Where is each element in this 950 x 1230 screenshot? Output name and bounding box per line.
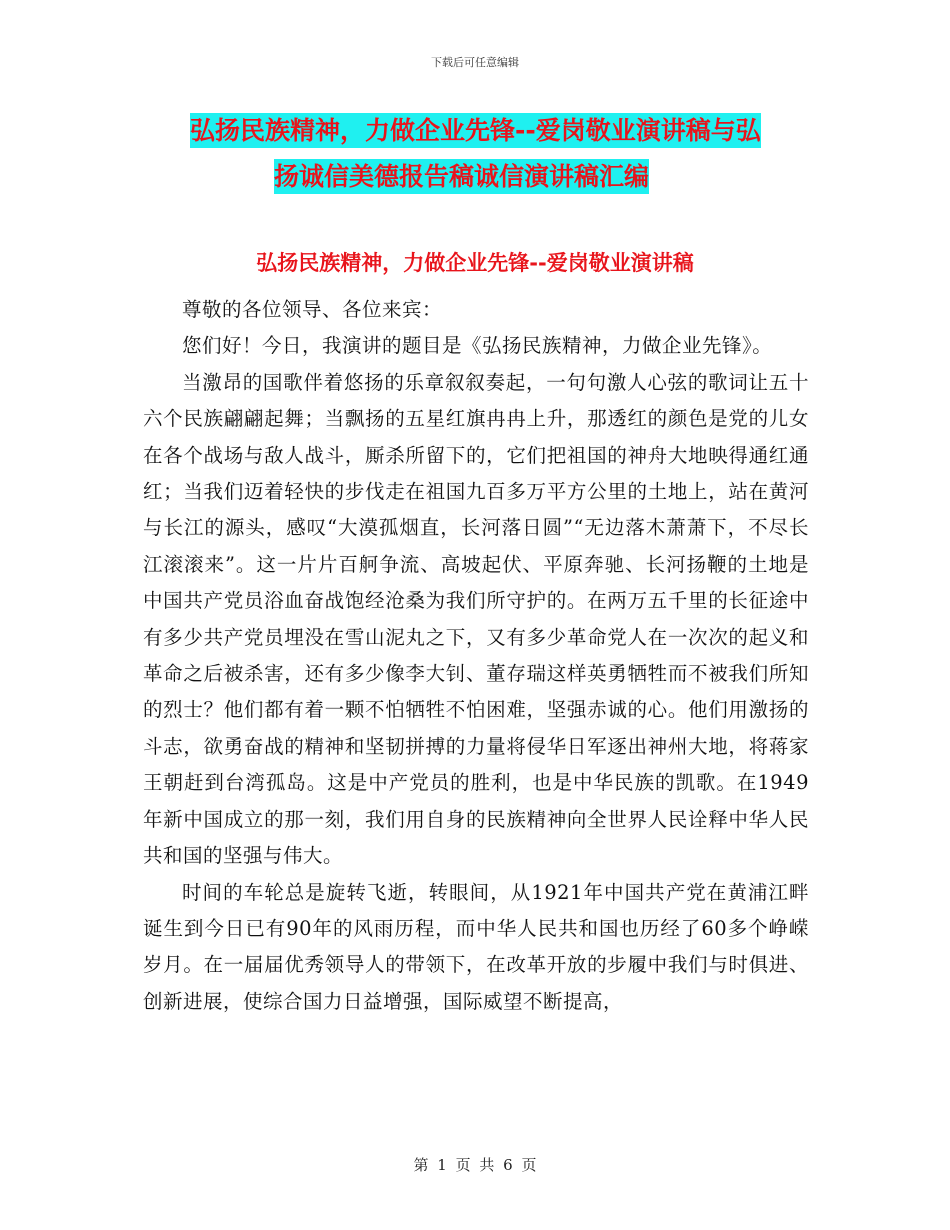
section-title: 弘扬民族精神，力做企业先锋--爱岗敬业演讲稿: [256, 251, 694, 275]
page-header-note: 下载后可任意编辑: [431, 56, 519, 69]
page-number-footer: 第 1 页 共 6 页: [413, 1156, 537, 1174]
paragraph-salutation: 尊敬的各位领导、各位来宾：: [182, 298, 443, 321]
document-main-title: [150, 108, 810, 200]
document-body: [143, 292, 809, 1020]
paragraph-body-2: 时间的车轮总是旋转飞逝，转眼间，从1921年中国共产党在黄浦江畔诞生到今日已有90年的风雨历程，而中华人民共和国也历经了60多个峥嵘岁月。在一届届优秀领导人的带领下，在改革开放的步履中我们与时俱进、创新进展，使综合国力日益增强，国际威望不断提高，: [143, 880, 809, 1013]
main-title-line-2: 扬诚信美德报告稿诚信演讲稿汇编: [274, 159, 649, 194]
main-title-line-1: 弘扬民族精神，力做企业先锋--爱岗敬业演讲稿与弘: [190, 113, 761, 148]
paragraph-body-1: 当激昂的国歌伴着悠扬的乐章叙叙奏起，一句句激人心弦的歌词让五十六个民族翩翩起舞；当飘扬的五星红旗冉冉上升，那透红的颜色是党的儿女在各个战场与敌人战斗，厮杀所留下的，它们把祖国的神舟大地映得通红通红；当我们迈着轻快的步伐走在祖国九百多万平方公里的土地上，站在黄河与长江的源头，感叹“大漠孤烟直，长河落日圆”“无边落木萧萧下，不尽长江滚滚来”。这一片片百舸争流、高坡起伏、平原奔驰、长河扬鞭的土地是中国共产党员浴血奋战饱经沧桑为我们所守护的。在两万五千里的长征途中有多少共产党员埋没在雪山泥丸之下，又有多少革命党人在一次次的起义和革命之后被杀害，还有多少像李大钊、董存瑞这样英勇牺牲而不被我们所知的烈士？他们都有着一颗不怕牺牲不怕困难，坚强赤诚的心。他们用激扬的斗志，欲勇奋战的精神和坚韧拼搏的力量将侵华日军逐出神州大地，将蒋家王朝赶到台湾孤岛。这是中产党员的胜利，也是中华民族的凯歌。在1949年新中国成立的那一刻，我们用自身的民族精神向全世界人民诠释中华人民共和国的坚强与伟大。: [143, 370, 809, 868]
paragraph-greeting: 您们好！今日，我演讲的题目是《弘扬民族精神，力做企业先锋》。: [182, 334, 773, 358]
